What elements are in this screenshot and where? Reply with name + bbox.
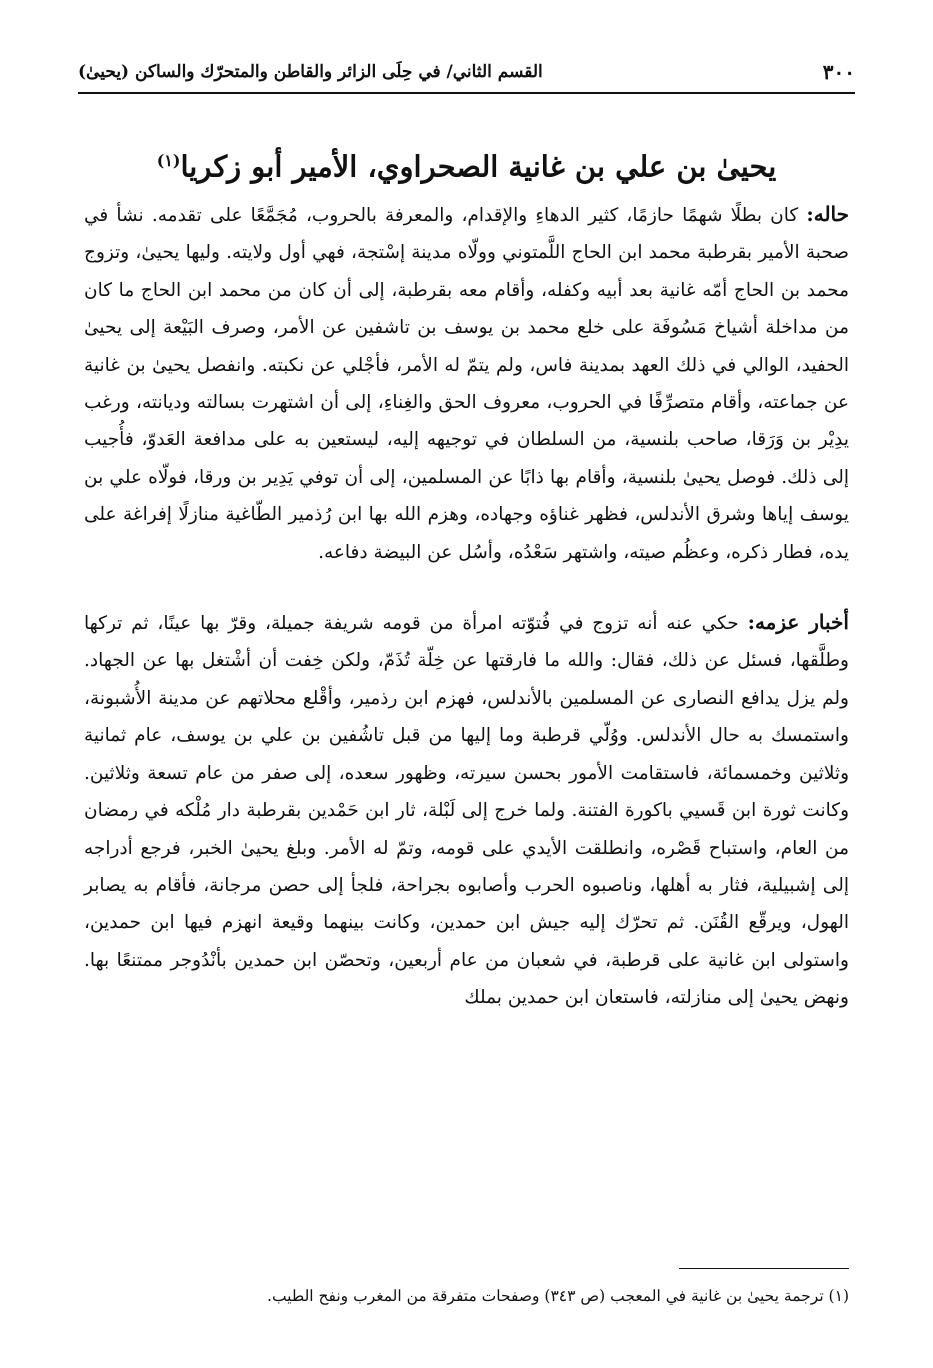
running-title: القسم الثاني/ في حِلَى الزائر والقاطن والمتحرّك والساكن (يحيىٰ) xyxy=(78,62,543,82)
entry-title-text: يحيىٰ بن علي بن غانية الصحراوي، الأمير أبو زكريا xyxy=(180,150,777,185)
title-footnote-marker: (١) xyxy=(156,151,181,171)
section-paragraph xyxy=(84,196,849,571)
running-header xyxy=(78,52,855,94)
footnote: (١) ترجمة يحيىٰ بن غانية في المعجب (ص ٣٤٣) وصفحات متفرقة من المغرب ونفح الطيب. xyxy=(267,1287,849,1305)
footnote-divider xyxy=(679,1268,849,1269)
section-heading: حاله: xyxy=(806,202,850,226)
section-text: حكي عنه أنه تزوج في فُتوّته امرأة من قومه شريفة جميلة، وقرّ بها عينًا، ثم تركها وطلَّقها، فسئل عن ذلك، فقال: والله ما فارقتها عن خِلّة تُذَمّ، ولكن خِفت أن أشْتغل بها عن الجهاد. ولم يزل يدافع النصارى عن المسلمين بالأندلس، فهزم ابن رذمير، وأقْلع محلاتهم عن مدينة الأُشبونة، واستمسك به حال الأندلس. ووُلّي قرطبة وما إليها من قبل تاشُفين بن علي بن يوسف، عام ثمانية وثلاثين وخمسمائة، فاستقامت الأمور بحسن سيرته، وظهور سعده، إلى صفر من عام تسعة وثلاثين. وكانت ثورة ابن قَسيي باكورة الفتنة. ولما خرج إلى لَبْلة، ثار ابن حَمْدين بقرطبة دار مُلْكه في رمضان من العام، واستباح قَصْره، وانطلقت الأيدي على قومه، وتمّ له الأمر. وبلغ يحيىٰ الخبر، فرجع أدراجه إلى إشبيلية، فثار به أهلها، وناصبوه الحرب وأصابوه بجراحة، فلجأ إلى حصن مرجانة، فأقام به يصابر الهول، ويرقّع القُنَن. ثم تحرّك إليه جيش ابن حمدين، وكانت بينهما وقيعة انهزم فيها ابن حمدين، واستولى ابن غانية على قرطبة، في شعبان من عام أربعين، وتحصّن ابن حمدين بأنْدُوجر ممتنعًا بها. ونهض يحيىٰ إلى منازلته، فاستعان ابن حمدين بملك xyxy=(84,613,849,1009)
section-paragraph xyxy=(84,604,849,1016)
page-number: ٣٠٠ xyxy=(822,60,855,84)
section-heading: أخبار عزمه: xyxy=(747,610,849,635)
section-text: كان بطلًا شهمًا حازمًا، كثير الدهاءِ والإقدام، والمعرفة بالحروب، مُجَمَّعًا على تقدمه. نشأ في صحبة الأمير بقرطبة محمد ابن الحاج اللَّمتوني وولّاه مدينة إسْتجة، فهي أول ولايته. وليها يحيىٰ، وتزوج محمد بن الحاج أمّه غانية بعد أبيه وكفله، وأقام معه بقرطبة، إلى أن كان من محمد ابن الحاج ما كان من مداخلة أشياخ مَسُوفَة على خلع محمد بن يوسف بن تاشفين عن الأمر، وصرف البَيْعة إلى يحيىٰ الحفيد، الوالي في ذلك العهد بمدينة فاس، ولم يتمّ له الأمر، فأجْلي عن نكبته. وانفصل يحيىٰ بن غانية عن جماعته، وأقام متصرِّفًا في الحروب، معروف الحق والغِناءِ، إلى أن اشتهرت بسالته وديانته، ورغب يدِيْر بن وَرَقا، صاحب بلنسية، من السلطان في توجيهه إليه، ليستعين به على مدافعة العَدوّ، فأُجيب إلى ذلك. فوصل يحيىٰ بلنسية، وأقام بها ذابًا عن المسلمين، إلى أن توفي يَدِير بن ورقا، فولّاه علي بن يوسف إياها وشرق الأندلس، فظهر غناؤه وجهاده، وهزم الله بها ابن رُذمير الطّاغية منازلًا إفراغة على يده، فطار ذكره، وعظُم صيته، واشتهر سَعْدُه، وأسُل عن البيضة دفاعه. xyxy=(84,205,849,563)
body-text xyxy=(84,196,849,1017)
entry-title xyxy=(78,131,855,197)
